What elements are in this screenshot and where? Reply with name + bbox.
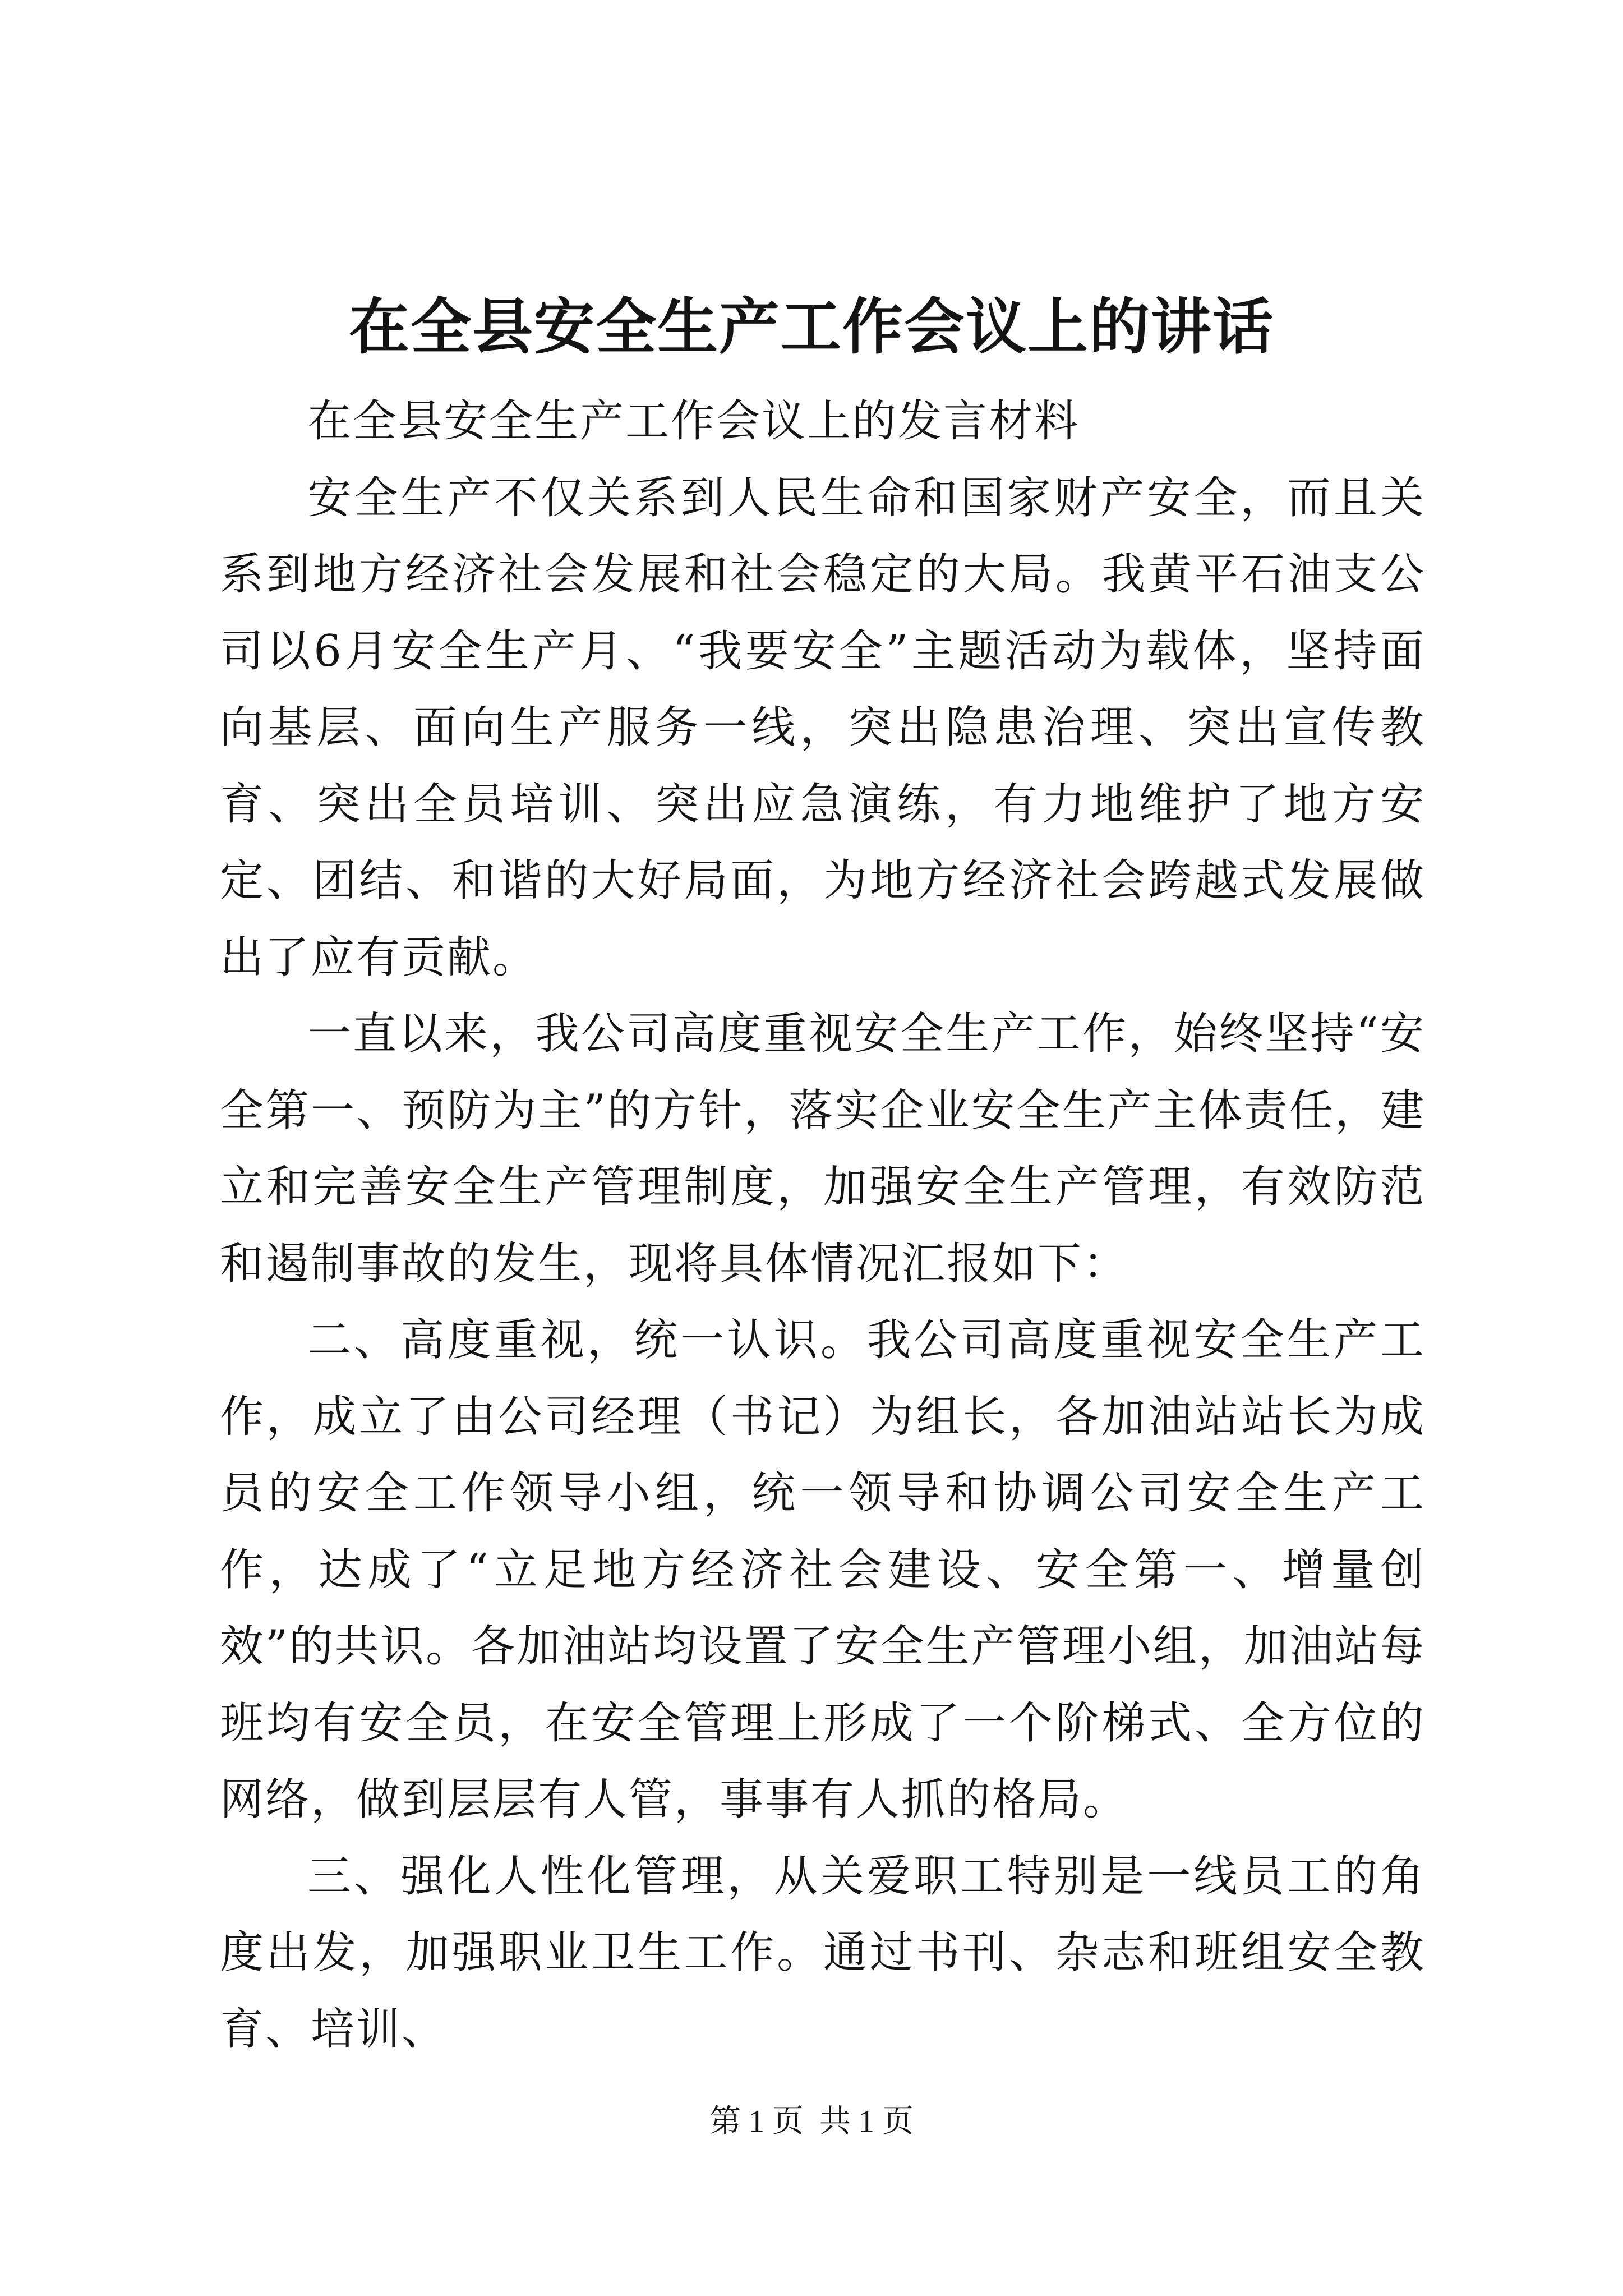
document-body	[220, 383, 1426, 2068]
paragraph-subtitle: 在全县安全生产工作会议上的发言材料	[307, 396, 1080, 447]
document-title: 在全县安全生产工作会议上的讲话	[348, 292, 1274, 362]
paragraph-section-two: 二、高度重视，统一认识。我公司高度重视安全生产工作，成立了由公司经理（书记）为组长，各加油站站长为成员的安全工作领导小组，统一领导和协调公司安全生产工作，达成了“立足地方经济社会建设、安全第一、增量创效”的共识。各加油站均设置了安全生产管理小组，加油站每班均有安全员，在安全管理上形成了一个阶梯式、全方位的网络，做到层层有人管，事事有人抓的格局。	[220, 1315, 1426, 1825]
page-number: 第 1 页 共 1 页	[709, 2104, 914, 2139]
paragraph-intro: 安全生产不仅关系到人民生命和国家财产安全，而且关系到地方经济社会发展和社会稳定的大局。我黄平石油支公司以6月安全生产月、“我要安全”主题活动为载体，坚持面向基层、面向生产服务一线，突出隐患治理、突出宣传教育、突出全员培训、突出应急演练，有力地维护了地方安定、团结、和谐的大好局面，为地方经济社会跨越式发展做出了应有贡献。	[220, 472, 1426, 983]
page-footer	[0, 2102, 1623, 2141]
paragraph-overview: 一直以来，我公司高度重视安全生产工作，始终坚持“安全第一、预防为主”的方针，落实企业安全生产主体责任，建立和完善安全生产管理制度，加强安全生产管理，有效防范和遏制事故的发生，现将具体情况汇报如下：	[220, 1009, 1426, 1289]
paragraph-section-three: 三、强化人性化管理，从关爱职工特别是一线员工的角度出发，加强职业卫生工作。通过书刊、杂志和班组安全教育、培训、	[220, 1851, 1426, 2055]
